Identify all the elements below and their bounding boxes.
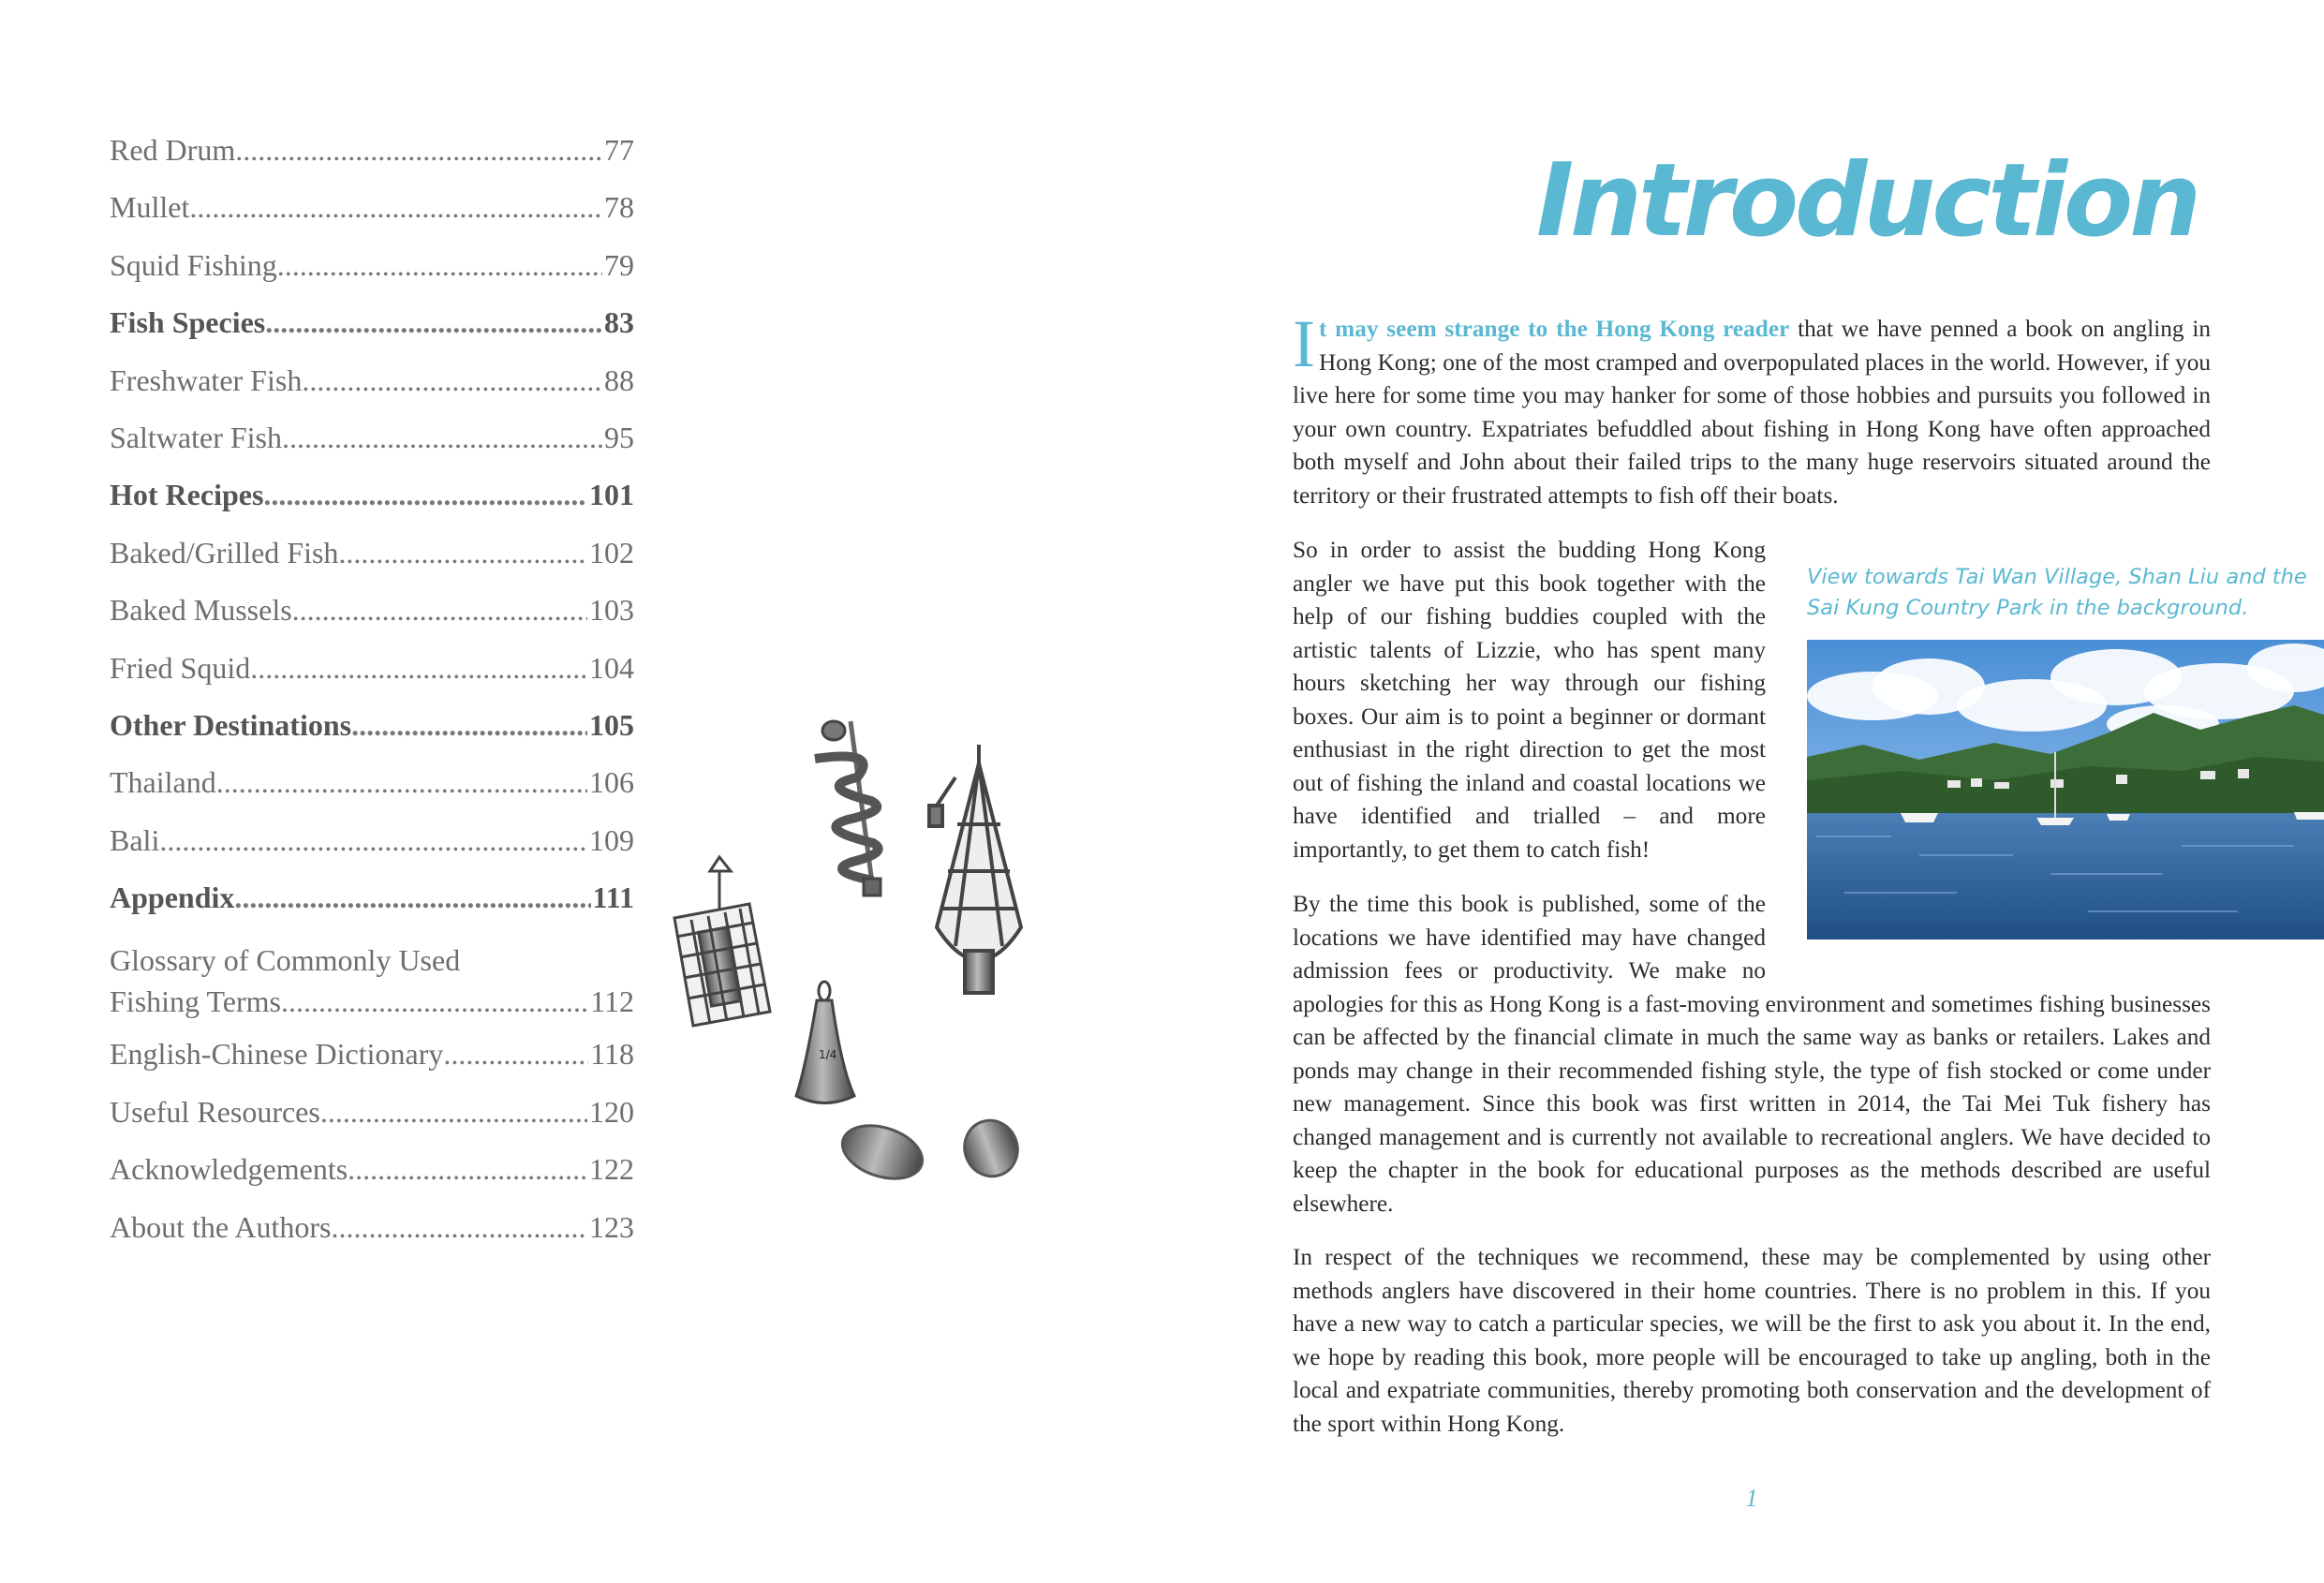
toc-entry-label: Fishing Terms — [110, 984, 281, 1019]
toc-entry-label: Fried Squid — [110, 650, 251, 685]
toc-entry-page: 105 — [589, 707, 634, 742]
toc-entry[interactable] — [110, 409, 634, 466]
toc-entry-label: Baked Mussels — [110, 593, 292, 628]
toc-entry-label: Hot Recipes — [110, 478, 264, 512]
toc-entry[interactable] — [110, 122, 634, 179]
toc-entry-label: Glossary of Commonly Used — [110, 943, 461, 978]
intro-paragraph-4: In respect of the techniques we recommend, these may be complemented by using other methods anglers have discovered in their home countries. There is no problem in this. If you have a new way to catch a particular species, we will be the first to ask you about it. In the end, we hope by reading this book, more people will be encouraged to take up angling, both in the local and expatriate communities, thereby promoting both conservation and the development of the sport within Hong Kong. — [1293, 1244, 2211, 1437]
toc-entry-page: 102 — [589, 535, 634, 570]
toc-entry[interactable] — [110, 1141, 634, 1198]
toc-entry-label: Squid Fishing — [110, 247, 277, 282]
spring-feeder-icon — [815, 721, 881, 895]
toc-entry[interactable] — [110, 237, 634, 294]
toc-entry-label: Bali — [110, 822, 160, 857]
intro-paragraph-2: So in order to assist the budding Hong Kong angler we have put this book together with the help of our fishing buddies coupled with the artistic talents of Lizzie, who has spent many hours sketching her way through our fishing boxes. Our aim is to point a beginner or dormant enthusiast in the right direction to get the most out of fishing the inland and coastal locations we have identified and trialled – and more importantly, to get them to catch fish! — [1293, 537, 1766, 863]
toc-entry-label: Appendix — [110, 880, 235, 915]
toc-entry-label: Baked/Grilled Fish — [110, 535, 339, 570]
toc-entry-page: 88 — [604, 362, 634, 397]
toc-entry[interactable] — [110, 1026, 634, 1083]
toc-entry[interactable] — [110, 1199, 634, 1256]
method-feeder-icon — [929, 745, 1021, 993]
harbour-photo — [1807, 640, 2324, 939]
toc-entry-label: English-Chinese Dictionary — [110, 1037, 444, 1072]
toc-entry[interactable] — [110, 754, 634, 811]
toc-entry[interactable] — [110, 812, 634, 869]
intro-paragraph-1 — [1293, 306, 2211, 512]
toc-entry-label: Saltwater Fish — [110, 420, 282, 454]
paragraph-text: that we have penned a book on angling in Hong Kong; one of the most cramped and overpopulated places in the world. However, if you live here for some time you may hanker for some of those hobbies and pursuits you followed in your own country. Expatriates befuddled about fishing in Hong Kong have often approached both myself and John about their failed trips to the many huge reservoirs situated around the territory or their frustrated attempts to fish off their boats. — [1293, 316, 2211, 509]
pebble-sinker-icon — [836, 1113, 1025, 1188]
toc-entry-page: 109 — [589, 822, 634, 857]
toc-entry-page: 83 — [604, 305, 634, 340]
table-of-contents — [110, 122, 634, 1256]
toc-entry-page: 112 — [590, 984, 634, 1019]
toc-entry[interactable] — [110, 640, 634, 697]
toc-entry[interactable] — [110, 466, 634, 524]
toc-entry-page: 79 — [604, 247, 634, 282]
toc-list — [110, 122, 634, 926]
toc-entry-page: 103 — [589, 593, 634, 628]
toc-entry-page: 78 — [604, 190, 634, 225]
toc-entry-page: 118 — [590, 1037, 634, 1072]
toc-entry-label: Thailand — [110, 765, 216, 800]
toc-entry-label: Red Drum — [110, 133, 236, 167]
toc-entry-label: Fish Species — [110, 305, 266, 340]
toc-entry-label: Acknowledgements — [110, 1152, 348, 1187]
toc-entry-page: 123 — [589, 1209, 634, 1244]
toc-entry[interactable] — [110, 525, 634, 582]
toc-entry-page: 120 — [589, 1094, 634, 1129]
toc-entry[interactable] — [110, 352, 634, 409]
toc-entry-label: Useful Resources — [110, 1094, 320, 1129]
lead-in-text: t may seem strange to the Hong Kong reader — [1318, 316, 1790, 342]
toc-entry[interactable] — [110, 179, 634, 236]
page-number: 1 — [1745, 1485, 1758, 1512]
cage-feeder-icon — [674, 857, 770, 1026]
toc-entry-label: About the Authors — [110, 1209, 332, 1244]
paragraph-text: By the time this book is published, some of the locations we have identified may have changed admission fees or productivity. We make no apologies for this as Hong Kong is a fast-moving environment and sometimes fishing businesses can be affected by the financial climate in much the same way as banks or retailers. Lakes and ponds may change in their recommended fishing style, the type of fish stocked or come under new management. Since this book was first written in 2014, the Tai Mei Tuk fishery has changed management and is currently not available to recreational anglers. We have decided to keep the chapter in the book for educational purposes as the methods described are useful elsewhere. — [1293, 891, 2211, 1217]
toc-entry[interactable] — [110, 697, 634, 754]
toc-entry[interactable] — [110, 1084, 634, 1141]
toc-entry-page: 111 — [592, 880, 634, 915]
toc-entry-glossary[interactable] — [110, 926, 634, 1026]
toc-entry-page: 106 — [589, 765, 634, 800]
fishing-tackle-sketch — [656, 712, 1124, 1199]
toc-list — [110, 1026, 634, 1256]
toc-entry-page: 104 — [589, 650, 634, 685]
toc-entry-label: Other Destinations — [110, 707, 352, 742]
drop-cap: I — [1293, 306, 1315, 381]
toc-entry[interactable] — [110, 869, 634, 926]
toc-entry[interactable] — [110, 582, 634, 639]
toc-entry-label: Freshwater Fish — [110, 362, 303, 397]
bell-sinker-icon — [796, 982, 854, 1103]
photo-caption: View towards Tai Wan Village, Shan Liu and the Sai Kung Country Park in the background. — [1807, 565, 2307, 620]
toc-entry-label: Mullet — [110, 190, 190, 225]
toc-entry-page: 95 — [604, 420, 634, 454]
toc-entry-page: 122 — [589, 1152, 634, 1187]
toc-entry[interactable] — [110, 294, 634, 351]
toc-entry-page: 77 — [604, 133, 634, 167]
svg-text:1/4: 1/4 — [819, 1048, 837, 1061]
page-title: Introduction — [1536, 142, 2198, 259]
toc-entry-page: 101 — [589, 478, 634, 512]
